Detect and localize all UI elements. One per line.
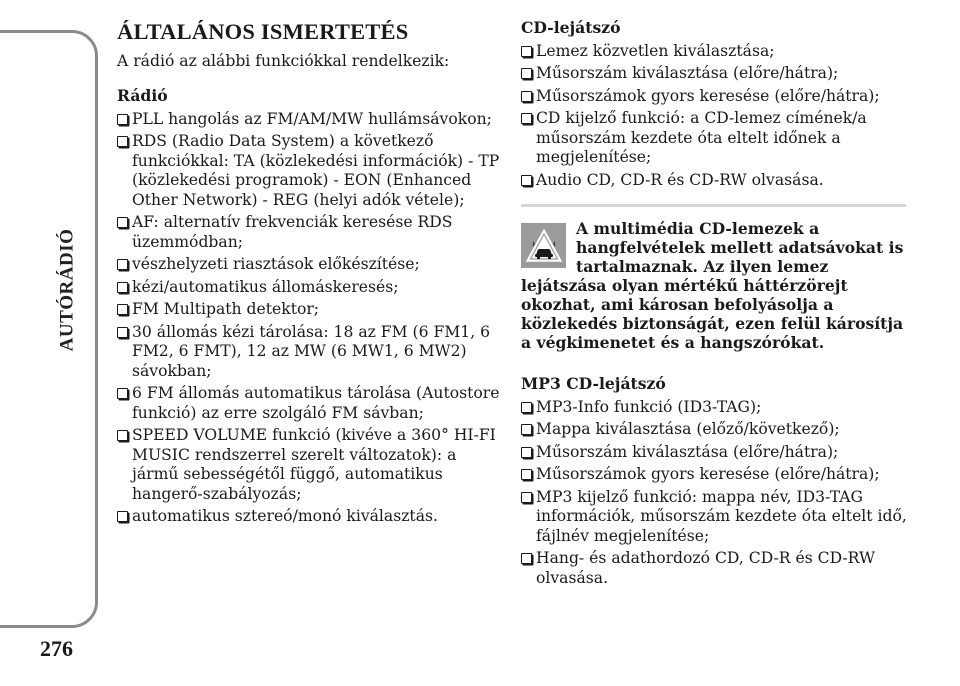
list-item: Műsorszám kiválasztása (előre/hátra); [521,64,909,84]
checkbox-bullet-icon [117,327,128,338]
section-tab-text: AUTÓRÁDIÓ [56,228,78,352]
list-item: CD kijelző funkció: a CD-lemez címének/a műsorszám kezdete óta eltelt időnek a megjelenítése; [521,109,909,168]
list-item: Lemez közvetlen kiválasztása; [521,42,909,62]
cd-heading: CD-lejátszó [521,18,621,37]
checkbox-bullet-icon [521,424,532,435]
checkbox-bullet-icon [521,113,532,124]
list-item: MP3-Info funkció (ID3-TAG); [521,398,909,418]
checkbox-bullet-icon [521,469,532,480]
checkbox-bullet-icon [117,430,128,441]
warning-text: A multimédia CD-lemezek a hangfelvételek mellett adatsávokat is tartalmaznak. Az ilyen lemez lejátszása olyan mértékű háttérzörejt okozhat, ami károsan befolyásolja a közlekedés biztonságát, ezen felül károsítja a végkimenetet és a hangszórókat. [521,219,904,352]
mp3-heading: MP3 CD-lejátszó [521,374,666,393]
checkbox-bullet-icon [521,492,532,503]
page-number: 276 [40,636,73,661]
list-item: kézi/automatikus állomáskeresés; [117,278,502,298]
list-item: PLL hangolás az FM/AM/MW hullámsávokon; [117,110,502,130]
checkbox-bullet-icon [117,282,128,293]
page-title: ÁLTALÁNOS ISMERTETÉS [117,19,409,44]
warning-note [521,219,909,352]
warning-triangle-car-icon [521,223,566,268]
list-item: Műsorszámok gyors keresése (előre/hátra); [521,465,909,485]
spacer [521,352,909,374]
left-column [117,18,502,530]
checkbox-bullet-icon [521,68,532,79]
list-item: 30 állomás kézi tárolása: 18 az FM (6 FM1, 6 FM2, 6 FMT), 12 az MW (6 MW1, 6 MW2) sávokban; [117,323,502,382]
checkbox-bullet-icon [117,217,128,228]
section-divider [521,204,906,207]
list-item: SPEED VOLUME funkció (kivéve a 360° HI-FI MUSIC rendszerrel szerelt változatok): a jármű sebességétől függő, automatikus hangerő-szabályozás; [117,426,502,504]
checkbox-bullet-icon [117,388,128,399]
list-item: automatikus sztereó/monó kiválasztás. [117,507,502,527]
cd-feature-list [521,42,909,191]
radio-feature-list [117,110,502,527]
list-item: 6 FM állomás automatikus tárolása (Autostore funkció) az erre szolgáló FM sávban; [117,384,502,423]
intro-text: A rádió az alábbi funkciókkal rendelkezik: [117,51,450,70]
list-item: Hang- és adathordozó CD, CD-R és CD-RW olvasása. [521,549,909,588]
right-column [521,18,909,591]
side-tab-frame [0,30,98,628]
list-item: Műsorszám kiválasztása (előre/hátra); [521,443,909,463]
list-item: FM Multipath detektor; [117,300,502,320]
radio-heading: Rádió [117,86,168,105]
checkbox-bullet-icon [521,91,532,102]
checkbox-bullet-icon [521,447,532,458]
checkbox-bullet-icon [117,114,128,125]
list-item: AF: alternatív frekvenciák keresése RDS üzemmódban; [117,213,502,252]
checkbox-bullet-icon [521,46,532,57]
checkbox-bullet-icon [521,553,532,564]
list-item: Audio CD, CD-R és CD-RW olvasása. [521,171,909,191]
checkbox-bullet-icon [521,175,532,186]
checkbox-bullet-icon [521,402,532,413]
list-item: vészhelyzeti riasztások előkészítése; [117,255,502,275]
mp3-feature-list [521,398,909,589]
list-item: MP3 kijelző funkció: mappa név, ID3-TAG információk, műsorszám kezdete óta eltelt idő, fájlnév megjelenítése; [521,488,909,547]
checkbox-bullet-icon [117,511,128,522]
list-item: Mappa kiválasztása (előző/következő); [521,420,909,440]
checkbox-bullet-icon [117,136,128,147]
list-item: Műsorszámok gyors keresése (előre/hátra); [521,87,909,107]
checkbox-bullet-icon [117,304,128,315]
section-tab-label [52,200,82,380]
checkbox-bullet-icon [117,259,128,270]
list-item: RDS (Radio Data System) a következő funkciókkal: TA (közlekedési információk) - TP (közlekedési programok) - EON (Enhanced Other Network) - REG (helyi adók vétele); [117,132,502,210]
